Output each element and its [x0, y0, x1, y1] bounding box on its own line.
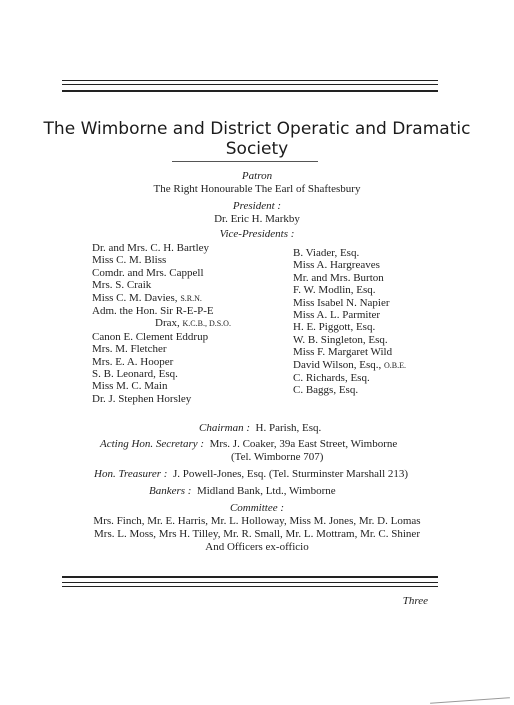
patron-name: The Right Honourable The Earl of Shaftesbury [153, 183, 361, 195]
secretary-row [100, 438, 397, 451]
president-label: President : [232, 200, 282, 212]
secretary-label: Acting Hon. Secretary : [100, 438, 205, 450]
vp-right-11: C. Baggs, Esq. [293, 384, 359, 397]
secretary-name: Mrs. J. Coaker, 39a East Street, Wimborne [209, 438, 398, 450]
committee-line-2: Mrs. L. Moss, Mrs H. Tilley, Mr. R. Small, Mr. L. Mottram, Mr. C. Shiner [94, 528, 420, 540]
vp-left-11: Miss M. C. Main [92, 380, 168, 393]
vp-right-0: B. Viader, Esq. [293, 247, 360, 259]
vp-left-7: Canon E. Clement Eddrup [92, 330, 209, 343]
vp-left-0: Dr. and Mrs. C. H. Bartley [92, 242, 210, 254]
vp-right-1: Miss A. Hargreaves [293, 259, 380, 272]
treasurer-name: J. Powell-Jones, Esq. (Tel. Sturminster Marshall 213) [172, 468, 409, 480]
title-line-2: Society [225, 139, 289, 159]
vp-left-9: Mrs. E. A. Hooper [92, 355, 174, 368]
vp-left-6: Drax, [155, 317, 180, 330]
vp-right-9: David Wilson, Esq., [293, 358, 382, 371]
vp-right-6: H. E. Piggott, Esq. [293, 321, 376, 334]
vice-presidents-right [293, 247, 406, 397]
vp-left-4-row [92, 292, 231, 305]
committee-label: Committee : [229, 502, 285, 514]
vp-left-10: S. B. Leonard, Esq. [92, 368, 178, 381]
committee-line-1: Mrs. Finch, Mr. E. Harris, Mr. L. Holloway, Miss M. Jones, Mr. D. Lomas [93, 515, 421, 527]
committee-line-3: And Officers ex-officio [205, 541, 309, 553]
vp-left-8: Mrs. M. Fletcher [92, 343, 167, 356]
top-rule-2 [62, 84, 438, 85]
treasurer-label: Hon. Treasurer : [94, 468, 168, 480]
president-name: Dr. Eric H. Markby [214, 213, 300, 225]
bottom-rule-2 [62, 582, 438, 583]
vp-left-4: Miss C. M. Davies, [92, 291, 178, 304]
vp-left-6-row [92, 317, 231, 330]
page-number: Three [402, 595, 428, 607]
vp-right-4: Miss Isabel N. Napier [293, 296, 390, 309]
vp-right-10: C. Richards, Esq. [293, 372, 370, 385]
bottom-rule-3 [62, 586, 438, 587]
treasurer-row [94, 468, 408, 481]
vp-left-5: Adm. the Hon. Sir R-E-P-E [92, 305, 214, 318]
vp-right-9-row [293, 359, 406, 372]
society-title [0, 119, 514, 159]
top-rule-3 [62, 90, 438, 92]
vp-left-4-suffix: S.R.N. [180, 293, 202, 303]
vp-left-2: Comdr. and Mrs. Cappell [92, 266, 204, 279]
bankers-label: Bankers : [149, 485, 192, 497]
vp-right-3: F. W. Modlin, Esq. [293, 284, 376, 297]
vp-left-12: Dr. J. Stephen Horsley [92, 392, 192, 405]
vp-right-5: Miss A. L. Parmiter [293, 309, 381, 322]
vp-right-9-suffix: O.B.E. [384, 360, 407, 370]
title-underline [172, 161, 318, 162]
top-rule-1 [62, 80, 438, 81]
vp-right-8: Miss F. Margaret Wild [293, 346, 393, 359]
bankers-name: Midland Bank, Ltd., Wimborne [196, 485, 336, 497]
vp-right-7: W. B. Singleton, Esq. [293, 333, 388, 346]
vice-presidents-label: Vice-Presidents : [219, 228, 295, 240]
chairman-row [199, 422, 321, 435]
vp-left-1: Miss C. M. Bliss [92, 254, 167, 267]
chairman-name: H. Parish, Esq. [255, 422, 322, 434]
scan-mark [430, 697, 510, 704]
vice-presidents-left [92, 242, 231, 405]
chairman-label: Chairman : [199, 422, 251, 434]
bankers-row [149, 485, 336, 498]
patron-label: Patron [241, 170, 273, 182]
title-line-1: The Wimborne and District Operatic and Dramatic [43, 119, 471, 139]
bottom-rule-1 [62, 576, 438, 578]
vp-left-3: Mrs. S. Craik [92, 279, 152, 292]
vp-right-2: Mr. and Mrs. Burton [293, 271, 384, 284]
vp-left-6-suffix: K.C.B., D.S.O. [182, 319, 231, 329]
secretary-tel: (Tel. Wimborne 707) [231, 451, 324, 463]
